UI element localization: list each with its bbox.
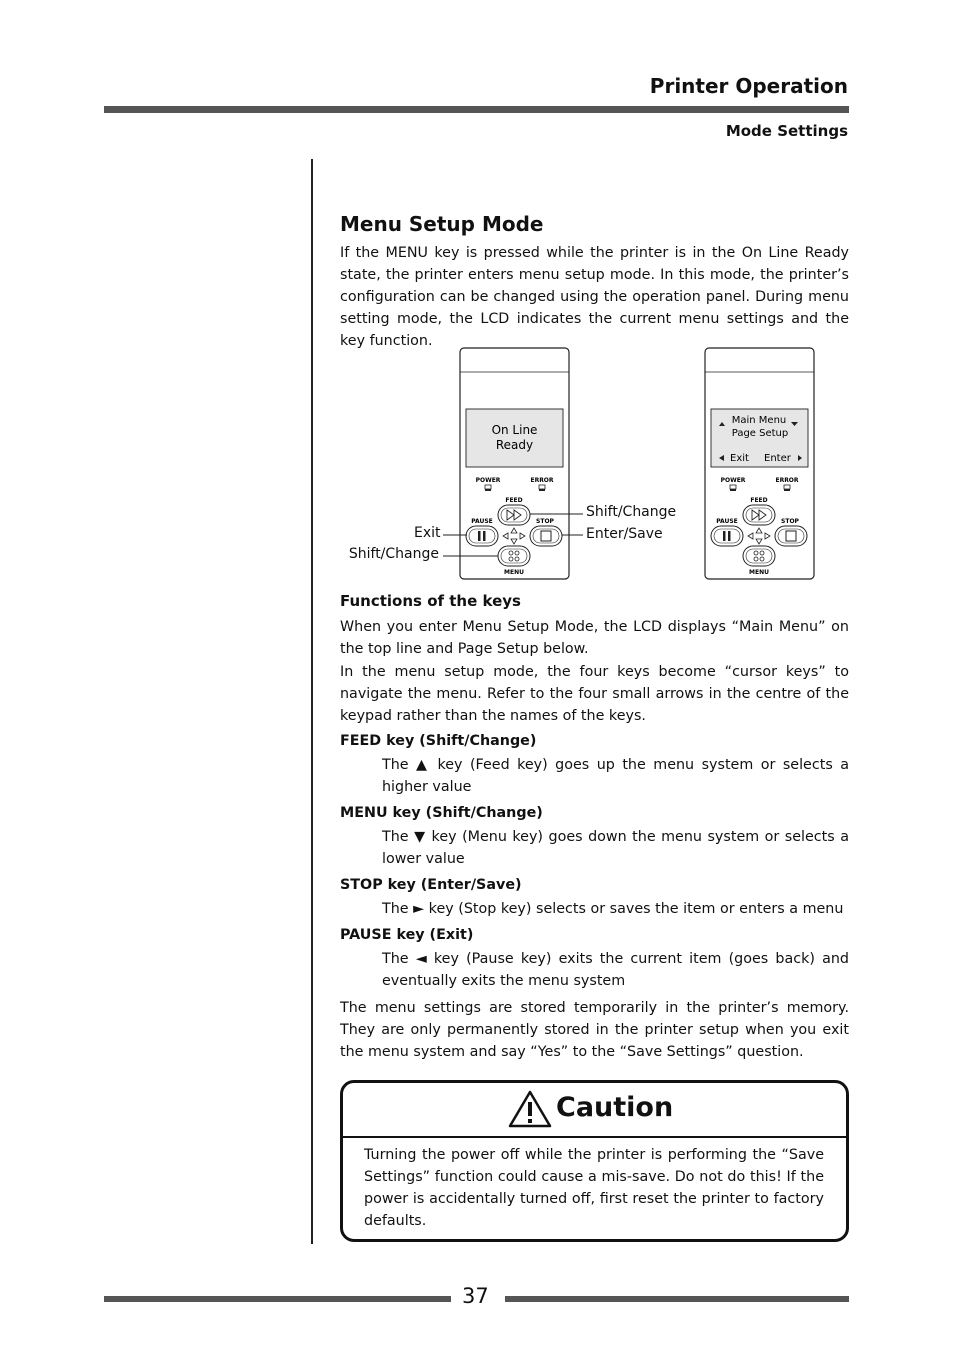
left-menu-label: MENU	[504, 569, 524, 576]
left-power-label: POWER	[475, 477, 501, 484]
menu-key-heading: MENU key (Shift/Change)	[340, 805, 543, 821]
functions-title: Functions of the keys	[340, 592, 521, 610]
functions-para1: When you enter Menu Setup Mode, the LCD displays “Main Menu” on the top line and Page Setup below.	[340, 619, 849, 657]
feed-key-heading: FEED key (Shift/Change)	[340, 733, 537, 749]
callout-exit: Exit	[414, 525, 441, 541]
right-error-label: ERROR	[775, 477, 799, 484]
menu-key-desc: The ▼ key (Menu key) goes down the menu system or selects a lower value	[382, 829, 849, 867]
left-error-label: ERROR	[530, 477, 554, 484]
functions-para3: The menu settings are stored temporarily in the printer’s memory. They are only permanently stored in the printer setup when you exit the menu system and say “Yes” to the “Save Settings” question.	[340, 1000, 849, 1060]
right-feed-label: FEED	[750, 497, 768, 504]
pause-key-desc: The ◄ key (Pause key) exits the current item (goes back) and eventually exits the menu system	[382, 951, 849, 989]
header-title: Printer Operation	[649, 74, 848, 98]
header-subtitle: Mode Settings	[725, 122, 848, 140]
right-stop-label: STOP	[781, 518, 799, 525]
right-lcd-exit: Exit	[730, 453, 749, 464]
left-lcd-line1: On Line	[491, 423, 538, 437]
left-pause-label: PAUSE	[471, 518, 493, 525]
section-title: Menu Setup Mode	[340, 212, 544, 236]
caution-title: Caution	[556, 1092, 674, 1123]
right-panel	[705, 348, 814, 579]
right-pause-label: PAUSE	[716, 518, 738, 525]
caution-box	[340, 1080, 849, 1242]
margin-rule	[311, 159, 313, 1244]
functions-para2: In the menu setup mode, the four keys become “cursor keys” to navigate the menu. Refer to the four small arrows in the centre of the keypad rather than the names of the keys.	[340, 664, 849, 724]
intro-paragraph: If the MENU key is pressed while the printer is in the On Line Ready state, the printer enters menu setup mode. In this mode, the printer’s configuration can be changed using the operation panel. During menu setting mode, the LCD indicates the current menu settings and the key function.	[340, 245, 849, 349]
right-menu-label: MENU	[749, 569, 769, 576]
right-lcd-line2: Page Setup	[731, 428, 789, 439]
left-stop-label: STOP	[536, 518, 554, 525]
stop-key-desc: The ► key (Stop key) selects or saves the item or enters a menu	[382, 901, 844, 917]
callout-shift-change-left: Shift/Change	[348, 546, 439, 562]
stop-key-heading: STOP key (Enter/Save)	[340, 877, 522, 893]
callout-enter-save: Enter/Save	[586, 526, 663, 542]
right-lcd-enter: Enter	[764, 453, 791, 464]
warning-icon	[508, 1090, 552, 1128]
right-power-label: POWER	[720, 477, 746, 484]
operation-panel-figure	[440, 346, 840, 582]
callout-shift-change-right: Shift/Change	[586, 504, 677, 520]
left-feed-label: FEED	[505, 497, 523, 504]
right-lcd-line1: Main Menu	[731, 415, 787, 426]
caution-header	[343, 1083, 846, 1138]
footer-rule-right	[505, 1296, 849, 1302]
page-number: 37	[462, 1284, 489, 1308]
feed-key-desc: The ▲ key (Feed key) goes up the menu system or selects a higher value	[382, 757, 849, 795]
caution-text: Turning the power off while the printer is performing the “Save Settings” function could cause a mis-save. Do not do this! If the power is accidentally turned off, first reset the printer to factory defaults.	[364, 1147, 824, 1229]
footer-rule-left	[104, 1296, 451, 1302]
pause-key-heading: PAUSE key (Exit)	[340, 927, 474, 943]
left-lcd-line2: Ready	[495, 438, 534, 452]
left-panel	[460, 348, 569, 579]
header-rule	[104, 106, 849, 113]
